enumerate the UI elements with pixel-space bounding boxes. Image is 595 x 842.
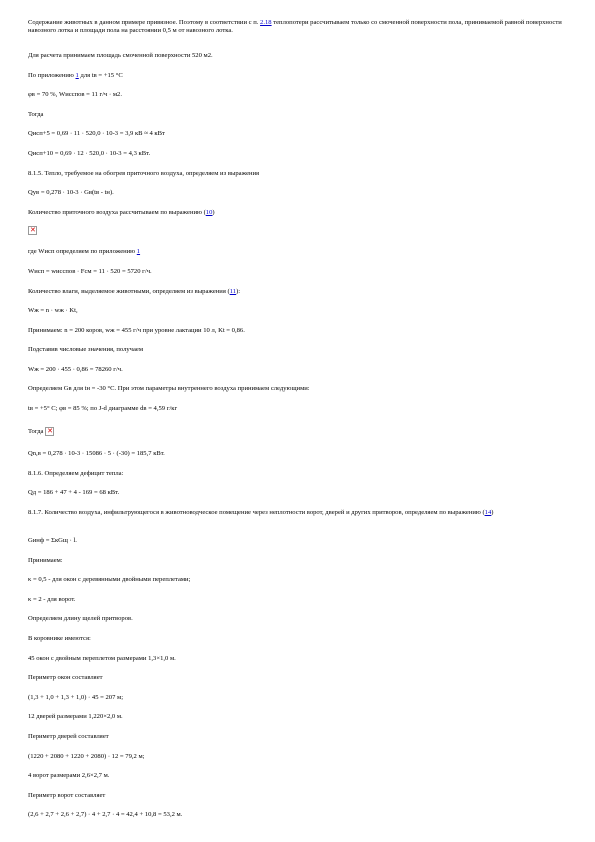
broken-image-icon-2: ✕: [47, 427, 54, 435]
link-appendix-1-b[interactable]: 1: [136, 248, 141, 255]
text-gates-perimeter: Периметр ворот составляет: [28, 792, 106, 799]
formula-wzh-result: Wж = 200 · 455 · 0,86 = 78260 г/ч.: [28, 366, 123, 373]
formula-wisp: Wисп = wисспов · Fсм = 11 · 520 = 5720 г/ч.: [28, 268, 152, 275]
paragraph-internal-air: tв = +5° С; φв = 85 %; по J-d диаграмме dв = 4,59 г/кг: [28, 405, 178, 412]
formula-qv: Qув = 0,278 · 10-3 · Gв(tв - tн).: [28, 189, 114, 196]
text-windows: 45 окон с двойным переплетом размерами 1,3×1,0 м.: [28, 655, 176, 662]
text-then-2: Тогда ✕: [28, 427, 54, 436]
formula-windows-perimeter: (1,3 + 1,0 + 1,3 + 1,0) · 45 = 207 м;: [28, 694, 124, 701]
paragraph-substitute: Подставив числовые значения, получаем: [28, 346, 144, 353]
link-appendix-1[interactable]: 1: [75, 72, 79, 79]
section-8-1-7: 8.1.7. Количество воздуха, инфильтрующегося в животноводческое помещение через неплотности ворот, дверей и других притворов, определяем по выражению (14): [28, 509, 494, 516]
text-gates: 4 ворот размерами 2,6×2,7 м.: [28, 772, 110, 779]
text-doors: 12 дверей размерами 1,220×2,0 м.: [28, 713, 123, 720]
text-kappa-windows: κ = 0,5 - для окон с деревянными двойными переплетами;: [28, 576, 191, 583]
formula-ginf: Gинф = ΣкGщ · l.: [28, 537, 77, 544]
link-formula-14[interactable]: 14: [484, 509, 492, 516]
text-gap-length: Определяем длину щелей притворов.: [28, 615, 133, 622]
formula-gates-perimeter: (2,6 + 2,7 + 2,6 + 2,7) · 4 + 2,7 · 4 = 42,4 + 10,8 = 53,2 м.: [28, 811, 183, 818]
text-doors-perimeter: Периметр дверей составляет: [28, 733, 109, 740]
paragraph-area: Для расчета принимаем площадь смоченной поверхности 520 м2.: [28, 52, 213, 59]
formula-qisp-5: Qисп+5 = 0,69 · 11 · 520,0 · 10-3 = 3,9 кВ ≈ 4 кВт: [28, 130, 165, 137]
formula-wzh: Wж = n · wж · Kt,: [28, 307, 78, 314]
text-then-1: Тогда: [28, 111, 44, 118]
formula-humidity: φв = 70 %, Wисспов = 11 г/ч · м2.: [28, 91, 122, 98]
text-assume: Принимаем:: [28, 557, 63, 564]
paragraph-appendix-ref: По приложению 1 для tв = +15 °С: [28, 72, 123, 79]
text-barn-has: В коровнике имеются:: [28, 635, 91, 642]
formula-qd: Qд = 186 + 47 + 4 - 169 = 68 кВт.: [28, 489, 120, 496]
paragraph-moisture: Количество влаги, выделяемое животными, определяем из выражения (11):: [28, 288, 241, 295]
formula-qisp-10: Qисп+10 = 0,69 · 12 · 520,0 · 10-3 = 4,3 кВт.: [28, 150, 151, 157]
paragraph-air-amount: Количество приточного воздуха рассчитываем по выражению (10): [28, 209, 215, 216]
link-2-18[interactable]: 2.18: [260, 19, 272, 26]
text-windows-perimeter: Периметр окон составляет: [28, 674, 103, 681]
broken-image-formula-1: [28, 226, 576, 235]
formula-doors-perimeter: (1220 + 2080 + 1220 + 2080) · 12 = 79,2 м;: [28, 753, 145, 760]
paragraph-assume: Принимаем: n = 200 коров, wж = 455 г/ч при уровне лактации 10 л, Kt = 0,86.: [28, 327, 245, 334]
link-formula-10[interactable]: 10: [205, 209, 213, 216]
link-formula-11[interactable]: 11: [229, 288, 237, 295]
paragraph-wisp-ref: где Wисп определяем по приложению 1: [28, 248, 141, 255]
section-8-1-5: 8.1.5. Тепло, требуемое на обогрев приточного воздуха, определяем из выражения: [28, 170, 260, 177]
formula-qnv: Qn,в = 0,278 · 10-3 · 15086 · 5 · (-30) = 185,7 кВт.: [28, 450, 165, 457]
text-kappa-gates: κ = 2 - для ворот.: [28, 596, 76, 603]
broken-image-icon: ✕: [30, 226, 36, 234]
paragraph-gv: Определяем Gв для tн = -30 °С. При этом параметры внутреннего воздуха принимаем следующими:: [28, 385, 310, 392]
paragraph-intro: Содержание животных в данном примере привязное. Поэтому в соответствии с п. 2.18 теплопотери рассчитываем только со смоченной поверхности пола, принимаемой равной поверхности навозного лотка и площади пола на расстоянии 0,5 м от навозного лотка.: [28, 19, 562, 34]
section-8-1-6: 8.1.6. Определяем дефицит тепла:: [28, 470, 124, 477]
